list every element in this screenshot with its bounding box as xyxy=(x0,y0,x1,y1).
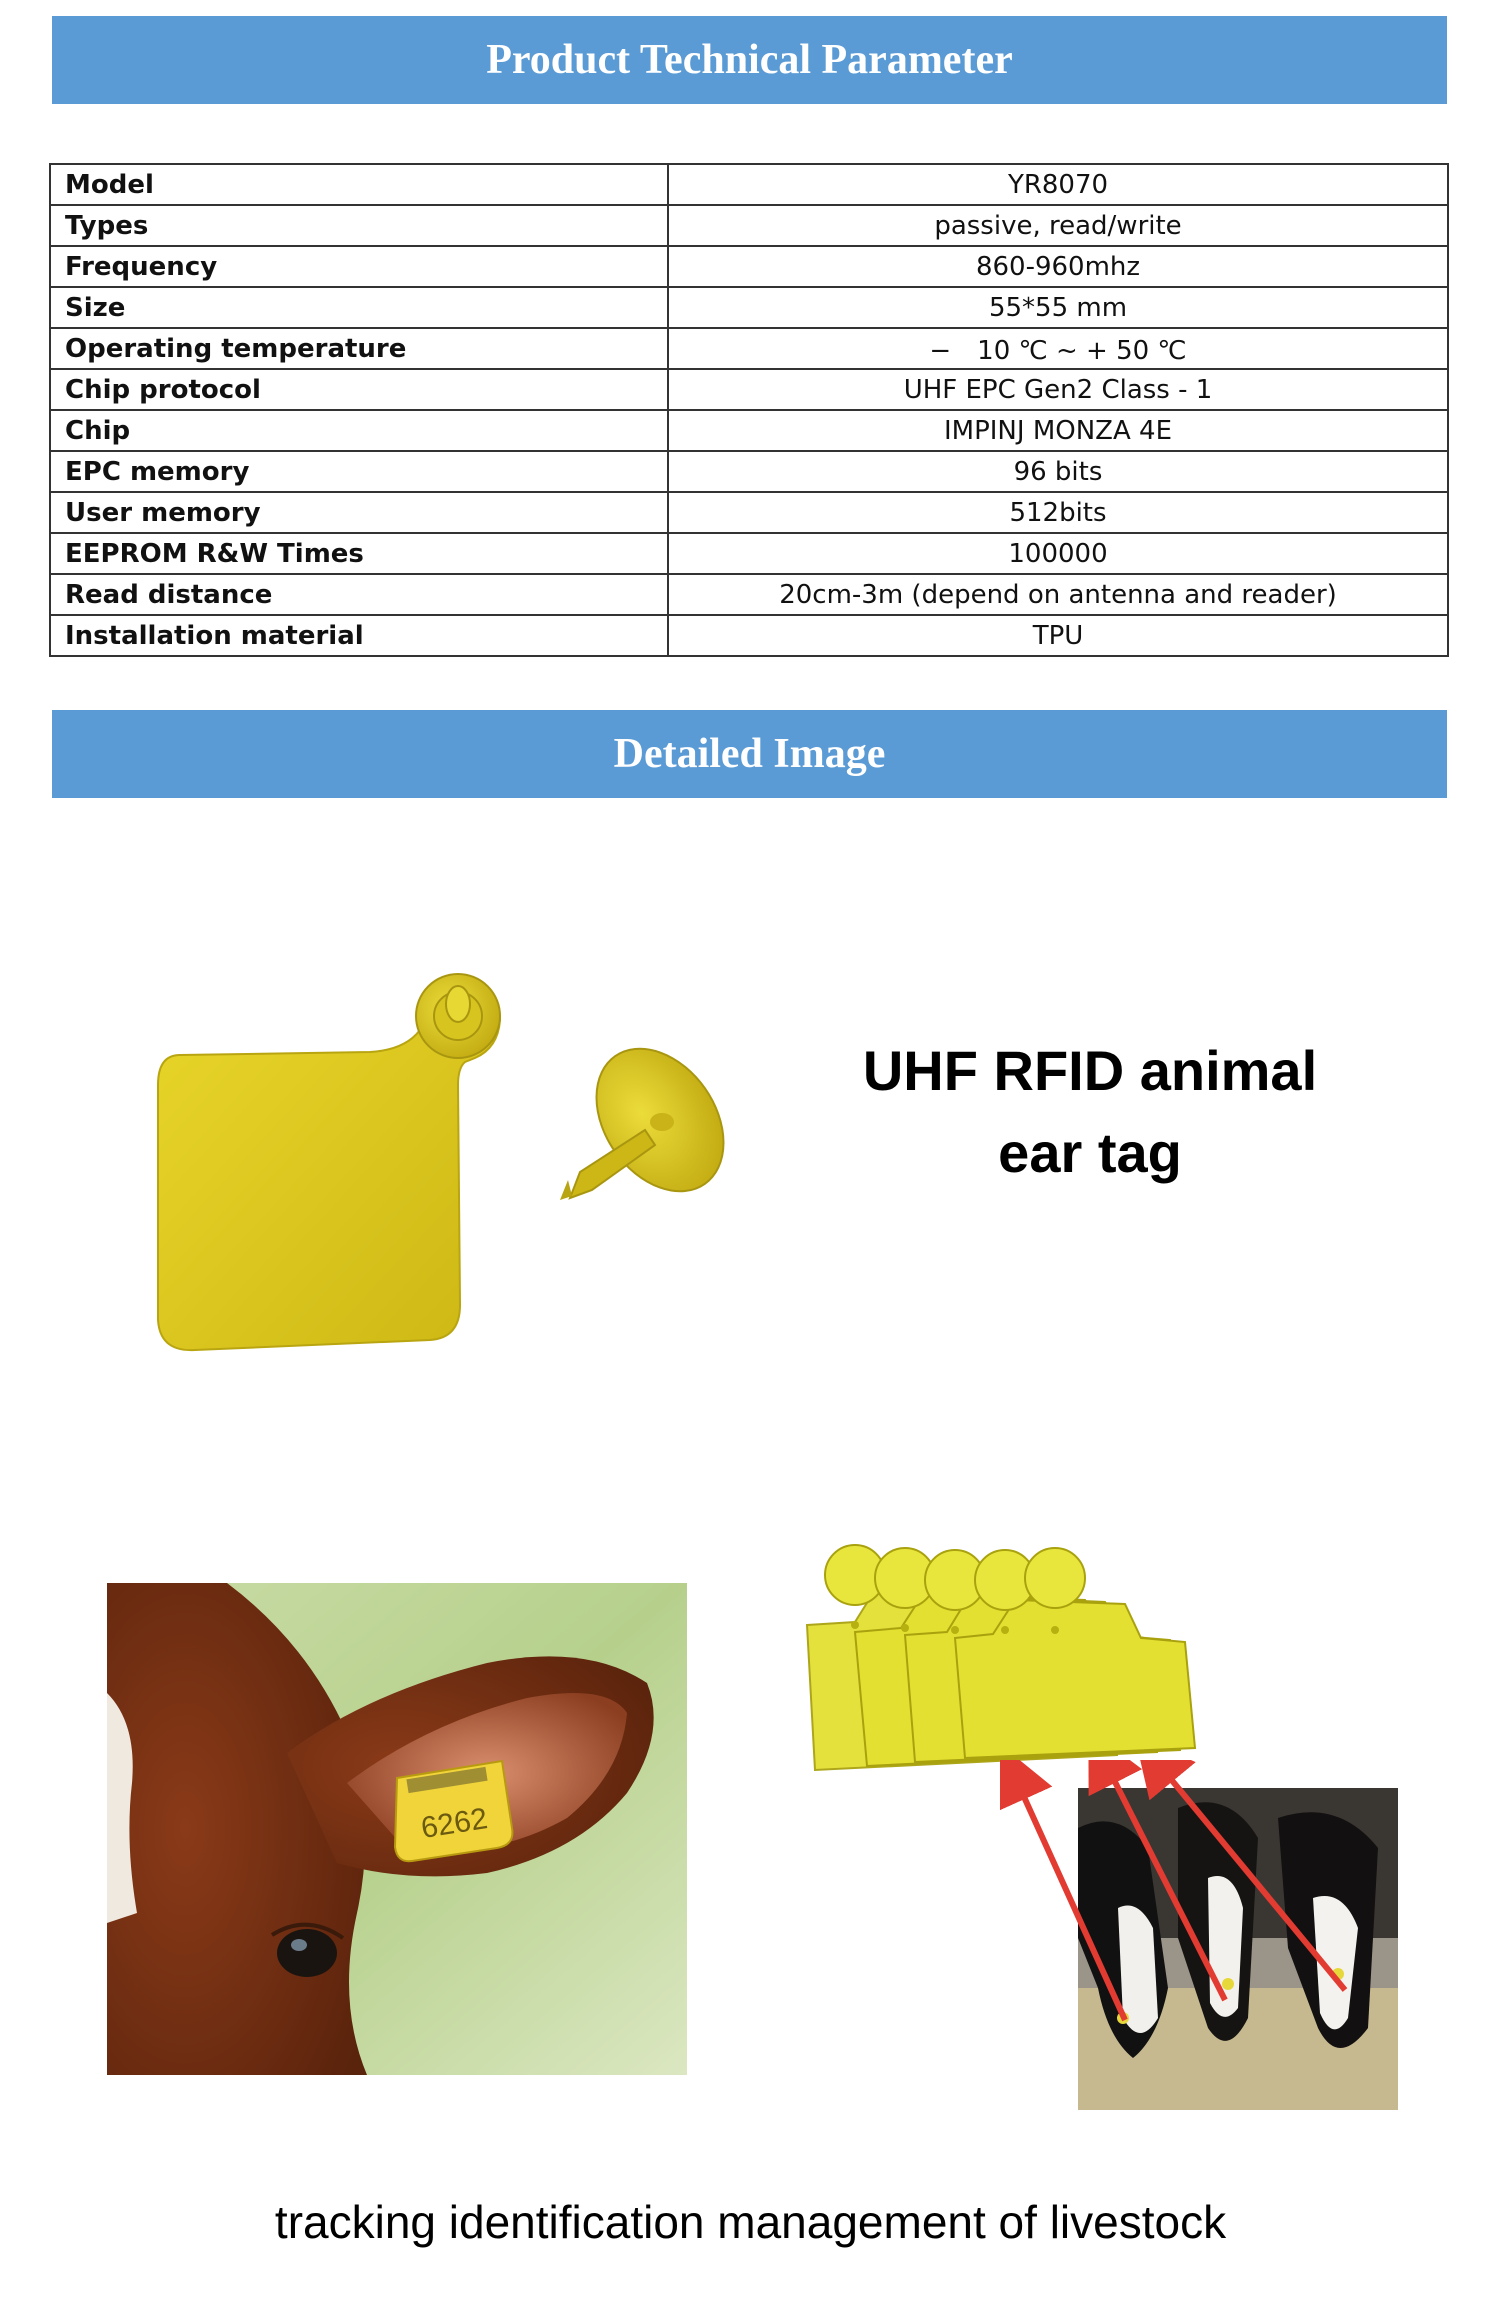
table-row xyxy=(50,451,1448,492)
product-headline xyxy=(800,1030,1380,1194)
table-row xyxy=(50,287,1448,328)
spec-value: TPU xyxy=(668,615,1448,656)
table-row xyxy=(50,328,1448,369)
table-row xyxy=(50,410,1448,451)
spec-key: Operating temperature xyxy=(50,328,668,369)
spec-value: 96 bits xyxy=(668,451,1448,492)
cow-ear-photo xyxy=(107,1583,687,2075)
headline-line-1: UHF RFID animal xyxy=(862,1039,1318,1102)
spec-table xyxy=(49,163,1449,657)
spec-value: UHF EPC Gen2 Class - 1 xyxy=(668,369,1448,410)
table-row xyxy=(50,492,1448,533)
spec-key: Frequency xyxy=(50,246,668,287)
spec-section-banner xyxy=(52,16,1447,104)
spec-value: 512bits xyxy=(668,492,1448,533)
ear-tag-product-image xyxy=(140,960,760,1360)
table-row xyxy=(50,246,1448,287)
tag-stack-photo xyxy=(785,1530,1205,1792)
cow-tag-number: 6262 xyxy=(418,1802,490,1846)
spec-value: − 10 ℃ ~ + 50 ℃ xyxy=(668,328,1448,369)
spec-key: User memory xyxy=(50,492,668,533)
detail-section-banner xyxy=(52,710,1447,798)
spec-key: EEPROM R&W Times xyxy=(50,533,668,574)
spec-key: Size xyxy=(50,287,668,328)
spec-value: YR8070 xyxy=(668,164,1448,205)
spec-key: Read distance xyxy=(50,574,668,615)
spec-key: Chip xyxy=(50,410,668,451)
spec-value: IMPINJ MONZA 4E xyxy=(668,410,1448,451)
spec-key: EPC memory xyxy=(50,451,668,492)
table-row xyxy=(50,369,1448,410)
detail-section-title: Detailed Image xyxy=(613,731,886,777)
spec-value: 100000 xyxy=(668,533,1448,574)
spec-key: Model xyxy=(50,164,668,205)
spec-key: Types xyxy=(50,205,668,246)
table-row xyxy=(50,615,1448,656)
spec-key: Chip protocol xyxy=(50,369,668,410)
table-row xyxy=(50,205,1448,246)
spec-value: 55*55 mm xyxy=(668,287,1448,328)
headline-line-2: ear tag xyxy=(998,1121,1182,1184)
spec-key: Installation material xyxy=(50,615,668,656)
bottom-caption: tracking identification management of livestock xyxy=(274,2196,1227,2248)
spec-value: 860-960mhz xyxy=(668,246,1448,287)
pointer-arrows xyxy=(1000,1760,1400,2060)
table-row xyxy=(50,164,1448,205)
table-row xyxy=(50,533,1448,574)
spec-section-title: Product Technical Parameter xyxy=(486,37,1013,83)
spec-value: 20cm-3m (depend on antenna and reader) xyxy=(668,574,1448,615)
table-row xyxy=(50,574,1448,615)
spec-value: passive, read/write xyxy=(668,205,1448,246)
